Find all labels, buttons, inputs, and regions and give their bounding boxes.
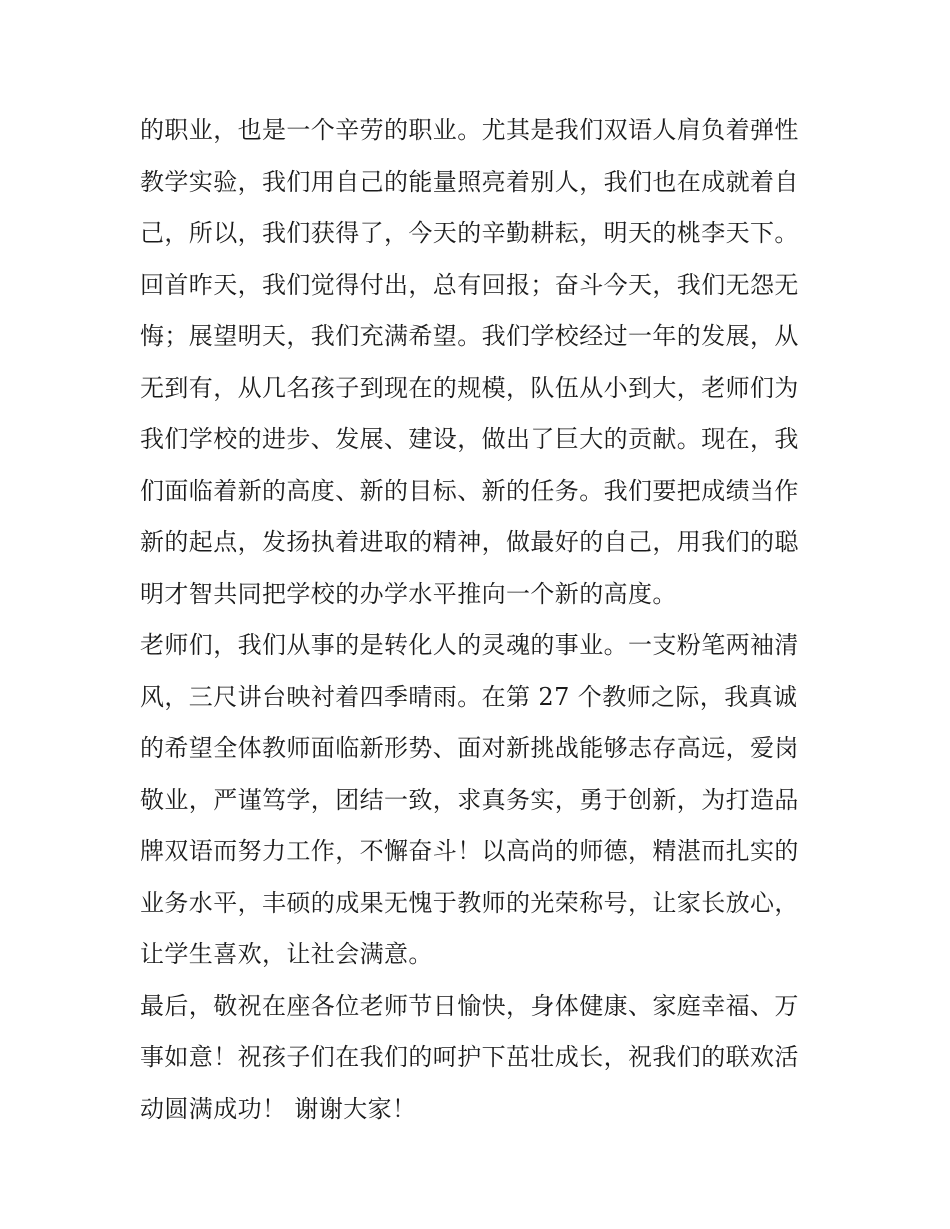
text-line: 新的起点，发扬执着进取的精神，做最好的自己，用我们的聪	[140, 528, 799, 556]
text-line: 事如意！祝孩子们在我们的呵护下茁壮成长，祝我们的联欢活	[140, 1043, 799, 1071]
text-line: 让学生喜欢，让社会满意。	[140, 940, 433, 968]
text-line: 们面临着新的高度、新的目标、新的任务。我们要把成绩当作	[140, 476, 799, 505]
body-text	[140, 105, 820, 1135]
text-line: 无到有，从几名孩子到现在的规模，队伍从小到大，老师们为	[140, 373, 799, 402]
text-line: 风，三尺讲台映衬着四季晴雨。在第 27 个教师之际，我真诚	[140, 682, 798, 711]
text-line: 牌双语而努力工作，不懈奋斗！以高尚的师德，精湛而扎实的	[140, 837, 799, 865]
text-line: 敬业，严谨笃学，团结一致，求真务实，勇于创新，为打造品	[140, 785, 799, 814]
text-line: 的希望全体教师面临新形势、面对新挑战能够志存高远，爱岗	[140, 734, 799, 762]
text-line: 回首昨天，我们觉得付出，总有回报；奋斗今天，我们无怨无	[140, 270, 799, 299]
text-line: 己，所以，我们获得了，今天的辛勤耕耘，明天的桃李天下。	[140, 219, 799, 247]
text-line: 动圆满成功！ 谢谢大家！	[140, 1094, 417, 1123]
text-line: 业务水平，丰硕的成果无愧于教师的光荣称号，让家长放心，	[140, 888, 799, 917]
text-line: 教学实验，我们用自己的能量照亮着别人，我们也在成就着自	[140, 167, 799, 196]
text-line: 最后，敬祝在座各位老师节日愉快，身体健康、家庭幸福、万	[140, 991, 799, 1020]
text-line: 悔；展望明天，我们充满希望。我们学校经过一年的发展，从	[140, 322, 799, 350]
text-line: 我们学校的进步、发展、建设，做出了巨大的贡献。现在，我	[140, 425, 799, 453]
text-line: 老师们，我们从事的是转化人的灵魂的事业。一支粉笔两袖清	[140, 631, 799, 659]
text-line: 明才智共同把学校的办学水平推向一个新的高度。	[140, 579, 677, 608]
text-line: 的职业，也是一个辛劳的职业。尤其是我们双语人肩负着弹性	[140, 116, 799, 144]
